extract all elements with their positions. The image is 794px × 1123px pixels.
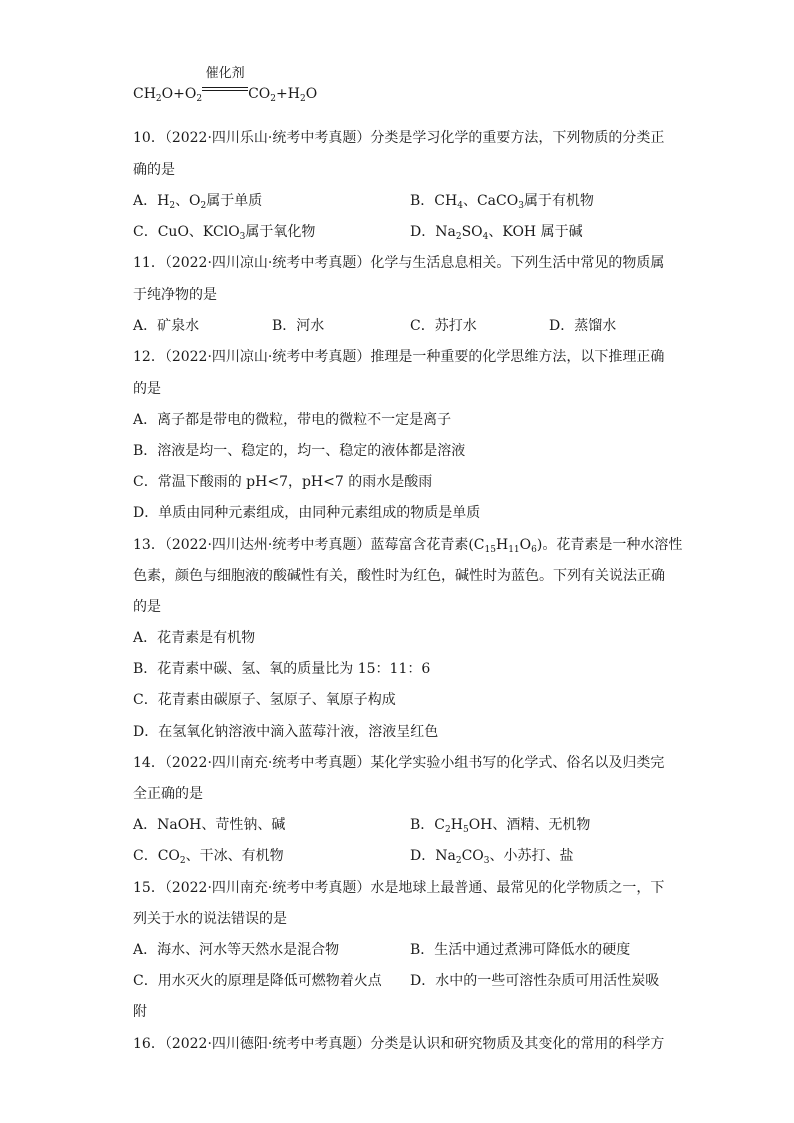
q10-stem-line2: 确的是	[133, 162, 175, 178]
catalyst-label: 催化剂	[205, 66, 245, 81]
q15-option-d-continued: 附	[133, 1004, 147, 1020]
q15-stem-line1: 15．（2022·四川南充·统考中考真题）水是地球上最普通、最常见的化学物质之一，下	[133, 880, 665, 896]
q10-option-b[interactable]: B．$CH_4$、CaCO$_3$属于有机物	[410, 193, 594, 211]
q10-stem-line1: 10．（2022·四川乐山·统考中考真题）分类是学习化学的重要方法，下列物质的分类正	[133, 130, 665, 146]
q13-option-d[interactable]: D．在氢氧化钠溶液中滴入蓝莓汁液，溶液呈红色	[133, 724, 439, 740]
q12-option-b[interactable]: B．溶液是均一、稳定的，均一、稳定的液体都是溶液	[133, 443, 466, 459]
q14-option-c[interactable]: C．$CO_2$、干冰、有机物	[133, 848, 284, 866]
q14-option-b[interactable]: B．$C_2H_5OH$、酒精、无机物	[410, 817, 591, 835]
q12-option-a[interactable]: A．离子都是带电的微粒，带电的微粒不一定是离子	[133, 412, 452, 428]
q13-option-b[interactable]: B．花青素中碳、氢、氧的质量比为 15：11：6	[133, 661, 431, 677]
q10-option-a[interactable]: A．$H_2$、$O_2$属于单质	[133, 193, 263, 211]
q15-option-b[interactable]: B．生活中通过煮沸可降低水的硬度	[410, 942, 631, 958]
q12-stem-line1: 12．（2022·四川凉山·统考中考真题）推理是一种重要的化学思维方法，以下推理正确	[133, 349, 665, 365]
q13-stem-line1: 13．（2022·四川达州·统考中考真题）蓝莓富含花青素$(C_{15}H_{11}O_6)$。花青素是一种水溶性	[133, 537, 683, 555]
q11-option-c[interactable]: C．苏打水	[410, 318, 477, 334]
q14-option-d[interactable]: D．$Na_2CO_3$、小苏打、盐	[410, 848, 574, 866]
q13-option-a[interactable]: A．花青素是有机物	[133, 630, 256, 646]
q14-option-a[interactable]: A．NaOH、苛性钠、碱	[133, 817, 286, 833]
q14-stem-line1: 14．（2022·四川南充·统考中考真题）某化学实验小组书写的化学式、俗名以及归类完	[133, 755, 665, 771]
q12-stem-line2: 的是	[133, 381, 161, 397]
q11-option-a[interactable]: A．矿泉水	[133, 318, 200, 334]
q14-stem-line2: 全正确的是	[133, 786, 203, 802]
q16-stem-line1: 16．（2022·四川德阳·统考中考真题）分类是认识和研究物质及其变化的常用的科学方	[133, 1036, 665, 1052]
equation-reactants: $CH_2O+O_2$	[133, 86, 203, 104]
q15-option-c[interactable]: C．用水灭火的原理是降低可燃物着火点	[133, 973, 382, 989]
q13-option-c[interactable]: C．花青素由碳原子、氢原子、氧原子构成	[133, 692, 396, 708]
equation-products: $CO_2+H_2O$	[248, 86, 318, 104]
q10-option-d[interactable]: D．$Na_2SO_4$、KOH 属于碱	[410, 224, 583, 242]
q13-stem-line2: 色素，颜色与细胞液的酸碱性有关，酸性时为红色，碱性时为蓝色。下列有关说法正确	[133, 568, 665, 584]
q10-option-c[interactable]: C．CuO、KClO$_3$属于氧化物	[133, 224, 316, 242]
q11-option-b[interactable]: B．河水	[272, 318, 325, 334]
q11-stem-line2: 于纯净物的是	[133, 287, 217, 303]
q15-stem-line2: 列关于水的说法错误的是	[133, 911, 287, 927]
q13-stem-line3: 的是	[133, 599, 161, 615]
q11-option-d[interactable]: D．蒸馏水	[549, 318, 617, 334]
q12-option-c[interactable]: C．常温下酸雨的 pH<7，pH<7 的雨水是酸雨	[133, 474, 433, 490]
q12-option-d[interactable]: D．单质由同种元素组成，由同种元素组成的物质是单质	[133, 505, 481, 521]
q11-stem-line1: 11．（2022·四川凉山·统考中考真题）化学与生活息息相关。下列生活中常见的物质属	[133, 255, 665, 271]
q15-option-d[interactable]: D．水中的一些可溶性杂质可用活性炭吸	[410, 973, 660, 989]
q15-option-a[interactable]: A．海水、河水等天然水是混合物	[133, 942, 340, 958]
chemical-equation	[133, 66, 318, 104]
catalyst-arrow	[202, 66, 248, 102]
